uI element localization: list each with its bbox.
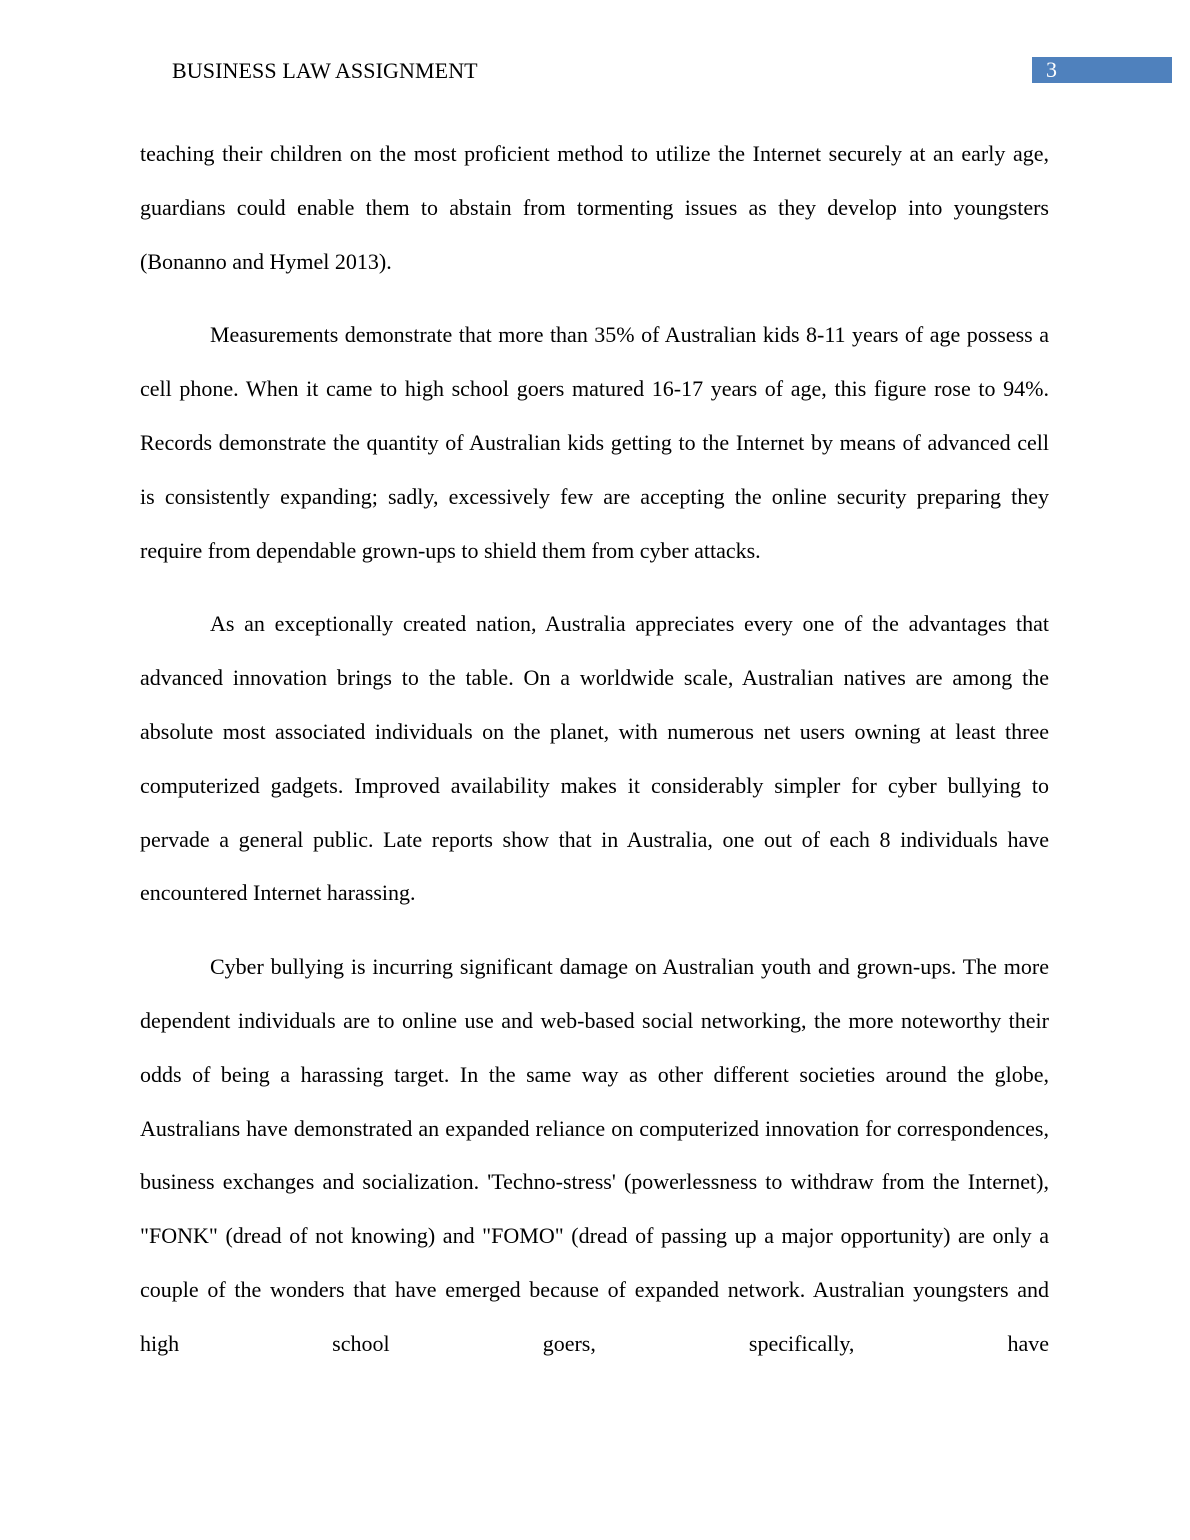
paragraph-australia-connectivity: As an exceptionally created nation, Australia appreciates every one of the advantages that advanced innovation brings to the table. On a worldwide scale, Australian natives are among the absolute most associated individuals on the planet, with numerous net users owning at least three computerized gadgets. Improved availability makes it considerably simpler for cyber bullying to pervade a general public. Late reports show that in Australia, one out of each 8 individuals have encountered Internet harassing. [140,611,1049,906]
document-body [140,127,1049,1391]
paragraph-cyber-bullying: Cyber bullying is incurring significant damage on Australian youth and grown-ups. The more dependent individuals are to online use and web-based social networking, the more noteworthy their odds of being a harassing target. In the same way as other different societies around the globe, Australians have demonstrated an expanded reliance on computerized innovation for correspondences, business exchanges and socialization. 'Techno-stress' (powerlessness to withdraw from the Internet), "FONK" (dread of not knowing) and "FOMO" (dread of passing up a major opportunity) are only a couple of the wonders that have emerged because of expanded network. Australian youngsters and high school goers, specifically, have [140,954,1049,1356]
page-number: 3 [1046,57,1057,82]
paragraph-statistics: Measurements demonstrate that more than 35% of Australian kids 8-11 years of age possess a cell phone. When it came to high school goers matured 16-17 years of age, this figure rose to 94%. Records demonstrate the quantity of Australian kids getting to the Internet by means of advanced cell is consistently expanding; sadly, excessively few are accepting the online security preparing they require from dependable grown-ups to shield them from cyber attacks. [140,322,1049,563]
page-number-badge [1032,57,1172,83]
paragraph-continuation: teaching their children on the most proficient method to utilize the Internet securely at an early age, guardians could enable them to abstain from tormenting issues as they develop into youngsters (Bonanno and Hymel 2013). [140,141,1049,274]
running-head-title: BUSINESS LAW ASSIGNMENT [172,58,478,83]
